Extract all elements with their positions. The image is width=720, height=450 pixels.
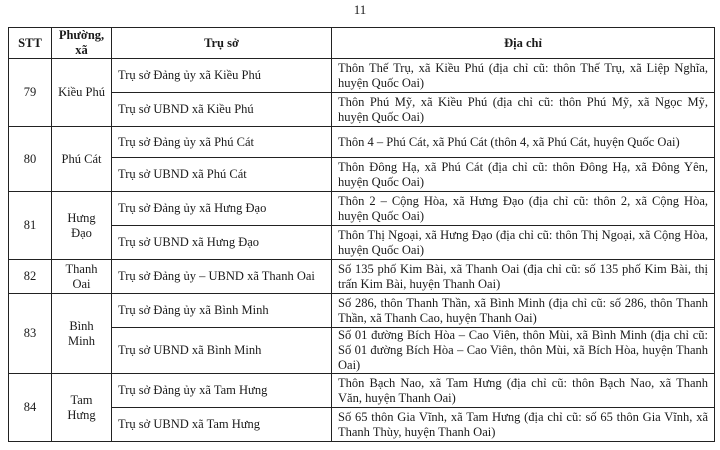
table-row — [9, 260, 715, 294]
stt-cell: 83 — [9, 294, 52, 374]
stt-cell: 81 — [9, 192, 52, 260]
table-body — [9, 59, 715, 442]
stt-cell: 84 — [9, 374, 52, 442]
office-cell: Trụ sở Đảng ủy xã Bình Minh — [112, 294, 332, 328]
header-address: Địa chỉ — [332, 28, 715, 59]
office-cell: Trụ sở Đảng ủy xã Hưng Đạo — [112, 192, 332, 226]
header-ward: Phường, xã — [52, 28, 112, 59]
table-row — [9, 192, 715, 226]
office-cell: Trụ sở UBND xã Hưng Đạo — [112, 226, 332, 260]
table-row — [9, 374, 715, 408]
office-cell: Trụ sở UBND xã Kiều Phú — [112, 93, 332, 127]
office-cell: Trụ sở Đảng ủy xã Kiều Phú — [112, 59, 332, 93]
ward-cell: Phú Cát — [52, 127, 112, 192]
ward-cell: Kiều Phú — [52, 59, 112, 127]
table-header-row — [9, 28, 715, 59]
office-cell: Trụ sở Đảng ủy – UBND xã Thanh Oai — [112, 260, 332, 294]
table-row — [9, 93, 715, 127]
address-cell: Số 135 phố Kim Bài, xã Thanh Oai (địa chỉ cũ: số 135 phố Kim Bài, thị trấn Kim Bài, huyện Thanh Oai) — [332, 260, 715, 294]
office-cell: Trụ sở UBND xã Phú Cát — [112, 158, 332, 192]
address-cell: Số 286, thôn Thanh Thần, xã Bình Minh (địa chỉ cũ: số 286, thôn Thanh Thần, xã Thanh Cao, huyện Thanh Oai) — [332, 294, 715, 328]
header-office: Trụ sở — [112, 28, 332, 59]
stt-cell: 79 — [9, 59, 52, 127]
office-cell: Trụ sở UBND xã Bình Minh — [112, 328, 332, 374]
stt-cell: 82 — [9, 260, 52, 294]
office-cell: Trụ sở Đảng ủy xã Phú Cát — [112, 127, 332, 158]
page-number: 11 — [353, 2, 367, 17]
address-cell: Thôn Đông Hạ, xã Phú Cát (địa chỉ cũ: thôn Đông Hạ, xã Đông Yên, huyện Quốc Oai) — [332, 158, 715, 192]
office-cell: Trụ sở Đảng ủy xã Tam Hưng — [112, 374, 332, 408]
ward-cell: Hưng Đạo — [52, 192, 112, 260]
stt-cell: 80 — [9, 127, 52, 192]
address-cell: Thôn Thế Trụ, xã Kiều Phú (địa chỉ cũ: thôn Thế Trụ, xã Liệp Nghĩa, huyện Quốc Oai) — [332, 59, 715, 93]
ward-cell: Thanh Oai — [52, 260, 112, 294]
address-cell: Số 65 thôn Gia Vĩnh, xã Tam Hưng (địa chỉ cũ: số 65 thôn Gia Vĩnh, xã Thanh Thùy, huyện Thanh Oai) — [332, 408, 715, 442]
table-row — [9, 59, 715, 93]
table-row — [9, 294, 715, 328]
table-row — [9, 158, 715, 192]
header-stt: STT — [9, 28, 52, 59]
ward-cell: Tam Hưng — [52, 374, 112, 442]
address-cell: Thôn Bạch Nao, xã Tam Hưng (địa chỉ cũ: thôn Bạch Nao, xã Thanh Văn, huyện Thanh Oai) — [332, 374, 715, 408]
address-cell: Thôn 2 – Cộng Hòa, xã Hưng Đạo (địa chỉ cũ: thôn 2, xã Cộng Hòa, huyện Quốc Oai) — [332, 192, 715, 226]
address-cell: Thôn Phú Mỹ, xã Kiều Phú (địa chỉ cũ: thôn Phú Mỹ, xã Ngọc Mỹ, huyện Quốc Oai) — [332, 93, 715, 127]
office-address-table — [8, 27, 715, 442]
address-cell: Thôn Thị Ngoại, xã Hưng Đạo (địa chỉ cũ: thôn Thị Ngoại, xã Cộng Hòa, huyện Quốc Oai) — [332, 226, 715, 260]
address-cell: Số 01 đường Bích Hòa – Cao Viên, thôn Mùi, xã Bình Minh (địa chỉ cũ: Số 01 đường Bích Hòa – Cao Viên, thôn Mùi, xã Bích Hòa, huyện Thanh Oai) — [332, 328, 715, 374]
table-row — [9, 127, 715, 158]
table-row — [9, 408, 715, 442]
office-cell: Trụ sở UBND xã Tam Hưng — [112, 408, 332, 442]
table-row — [9, 328, 715, 374]
table-row — [9, 226, 715, 260]
ward-cell: Bình Minh — [52, 294, 112, 374]
address-cell: Thôn 4 – Phú Cát, xã Phú Cát (thôn 4, xã Phú Cát, huyện Quốc Oai) — [332, 127, 715, 158]
